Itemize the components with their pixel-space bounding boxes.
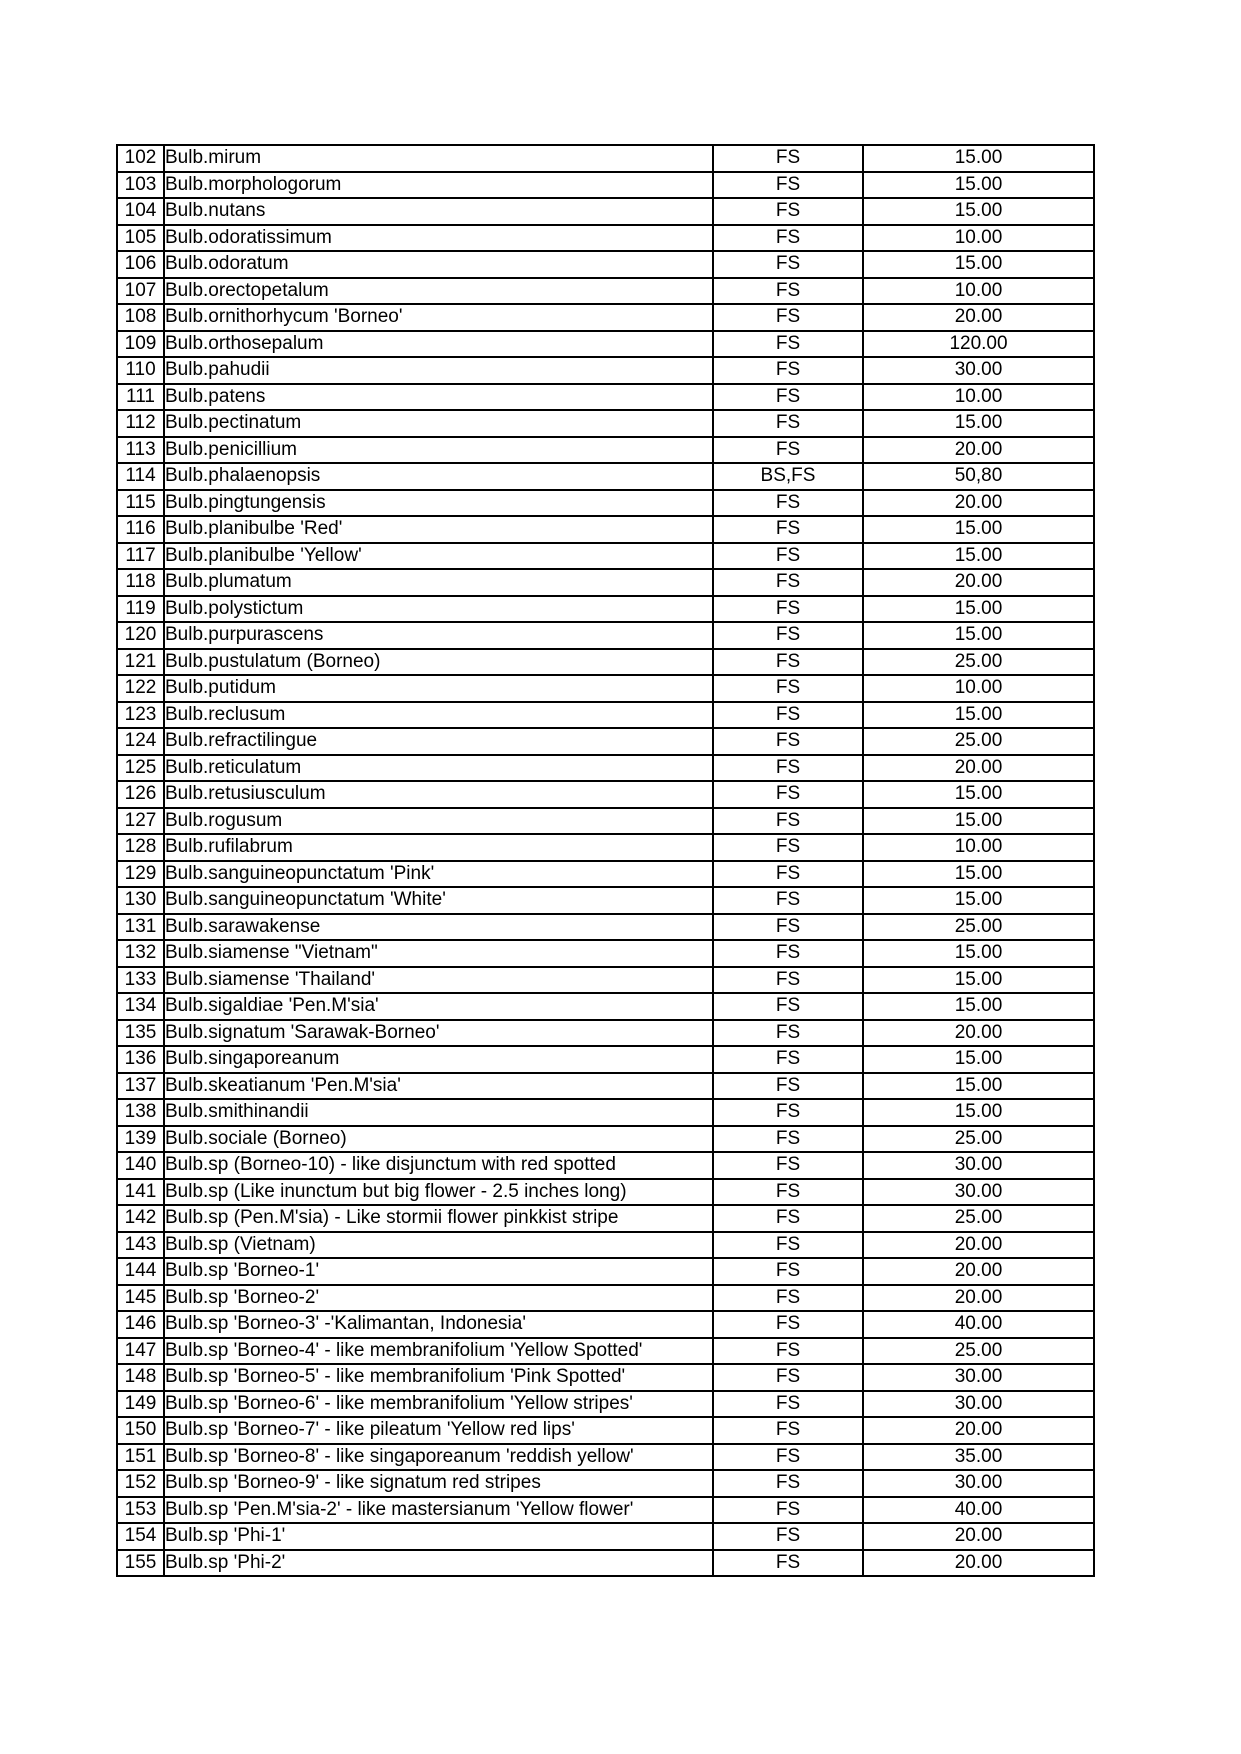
table-row: [117, 1205, 1094, 1232]
species-name-cell: Bulb.retusiusculum: [164, 781, 713, 808]
row-number-cell: 113: [117, 437, 164, 464]
species-name-cell: Bulb.rufilabrum: [164, 834, 713, 861]
price-cell: 25.00: [863, 1205, 1094, 1232]
row-number-cell: 123: [117, 702, 164, 729]
price-cell: 30.00: [863, 1179, 1094, 1206]
table-row: [117, 1497, 1094, 1524]
species-name-cell: Bulb.skeatianum 'Pen.M'sia': [164, 1073, 713, 1100]
price-cell: 20.00: [863, 755, 1094, 782]
row-number-cell: 150: [117, 1417, 164, 1444]
table-row: [117, 410, 1094, 437]
price-cell: 25.00: [863, 728, 1094, 755]
row-number-cell: 145: [117, 1285, 164, 1312]
price-cell: 30.00: [863, 1364, 1094, 1391]
species-name-cell: Bulb.sigaldiae 'Pen.M'sia': [164, 993, 713, 1020]
size-code-cell: FS: [713, 384, 863, 411]
table-row: [117, 1232, 1094, 1259]
table-row: [117, 967, 1094, 994]
row-number-cell: 144: [117, 1258, 164, 1285]
table-row: [117, 569, 1094, 596]
price-cell: 30.00: [863, 1152, 1094, 1179]
row-number-cell: 104: [117, 198, 164, 225]
price-cell: 20.00: [863, 1523, 1094, 1550]
species-name-cell: Bulb.reticulatum: [164, 755, 713, 782]
row-number-cell: 151: [117, 1444, 164, 1471]
table-row: [117, 1470, 1094, 1497]
species-name-cell: Bulb.sp 'Borneo-7' - like pileatum 'Yellow red lips': [164, 1417, 713, 1444]
species-name-cell: Bulb.sanguineopunctatum 'Pink': [164, 861, 713, 888]
size-code-cell: FS: [713, 967, 863, 994]
row-number-cell: 106: [117, 251, 164, 278]
row-number-cell: 148: [117, 1364, 164, 1391]
row-number-cell: 155: [117, 1550, 164, 1577]
size-code-cell: FS: [713, 1020, 863, 1047]
price-cell: 20.00: [863, 1417, 1094, 1444]
row-number-cell: 146: [117, 1311, 164, 1338]
table-row: [117, 225, 1094, 252]
species-name-cell: Bulb.sp 'Borneo-3' -'Kalimantan, Indonesia': [164, 1311, 713, 1338]
size-code-cell: FS: [713, 251, 863, 278]
size-code-cell: FS: [713, 914, 863, 941]
species-name-cell: Bulb.putidum: [164, 675, 713, 702]
row-number-cell: 124: [117, 728, 164, 755]
row-number-cell: 141: [117, 1179, 164, 1206]
size-code-cell: FS: [713, 755, 863, 782]
species-name-cell: Bulb.odoratum: [164, 251, 713, 278]
row-number-cell: 140: [117, 1152, 164, 1179]
species-name-cell: Bulb.morphologorum: [164, 172, 713, 199]
price-cell: 15.00: [863, 808, 1094, 835]
size-code-cell: FS: [713, 834, 863, 861]
row-number-cell: 143: [117, 1232, 164, 1259]
species-name-cell: Bulb.purpurascens: [164, 622, 713, 649]
row-number-cell: 132: [117, 940, 164, 967]
price-cell: 15.00: [863, 940, 1094, 967]
table-row: [117, 198, 1094, 225]
price-cell: 20.00: [863, 1020, 1094, 1047]
price-cell: 15.00: [863, 543, 1094, 570]
size-code-cell: FS: [713, 861, 863, 888]
size-code-cell: FS: [713, 1285, 863, 1312]
price-cell: 20.00: [863, 1285, 1094, 1312]
table-row: [117, 993, 1094, 1020]
row-number-cell: 127: [117, 808, 164, 835]
table-row: [117, 1258, 1094, 1285]
species-name-cell: Bulb.plumatum: [164, 569, 713, 596]
species-name-cell: Bulb.penicillium: [164, 437, 713, 464]
size-code-cell: FS: [713, 1232, 863, 1259]
size-code-cell: FS: [713, 410, 863, 437]
row-number-cell: 118: [117, 569, 164, 596]
table-row: [117, 1152, 1094, 1179]
table-row: [117, 1444, 1094, 1471]
species-name-cell: Bulb.orectopetalum: [164, 278, 713, 305]
row-number-cell: 111: [117, 384, 164, 411]
size-code-cell: FS: [713, 543, 863, 570]
price-cell: 25.00: [863, 649, 1094, 676]
row-number-cell: 121: [117, 649, 164, 676]
price-cell: 10.00: [863, 834, 1094, 861]
species-name-cell: Bulb.pustulatum (Borneo): [164, 649, 713, 676]
table-row: [117, 1550, 1094, 1577]
species-name-cell: Bulb.ornithorhycum 'Borneo': [164, 304, 713, 331]
table-row: [117, 1099, 1094, 1126]
row-number-cell: 107: [117, 278, 164, 305]
species-name-cell: Bulb.odoratissimum: [164, 225, 713, 252]
table-row: [117, 1417, 1094, 1444]
size-code-cell: FS: [713, 1364, 863, 1391]
table-row: [117, 1126, 1094, 1153]
row-number-cell: 136: [117, 1046, 164, 1073]
table-row: [117, 649, 1094, 676]
species-name-cell: Bulb.sp (Vietnam): [164, 1232, 713, 1259]
price-cell: 15.00: [863, 516, 1094, 543]
table-row: [117, 622, 1094, 649]
price-cell: 15.00: [863, 702, 1094, 729]
row-number-cell: 152: [117, 1470, 164, 1497]
row-number-cell: 138: [117, 1099, 164, 1126]
size-code-cell: FS: [713, 1152, 863, 1179]
price-cell: 25.00: [863, 914, 1094, 941]
size-code-cell: FS: [713, 675, 863, 702]
table-row: [117, 755, 1094, 782]
table-row: [117, 940, 1094, 967]
size-code-cell: FS: [713, 622, 863, 649]
size-code-cell: FS: [713, 1523, 863, 1550]
row-number-cell: 112: [117, 410, 164, 437]
price-cell: 25.00: [863, 1126, 1094, 1153]
table-row: [117, 728, 1094, 755]
table-row: [117, 384, 1094, 411]
row-number-cell: 115: [117, 490, 164, 517]
price-cell: 20.00: [863, 569, 1094, 596]
row-number-cell: 119: [117, 596, 164, 623]
size-code-cell: FS: [713, 887, 863, 914]
row-number-cell: 128: [117, 834, 164, 861]
table-row: [117, 861, 1094, 888]
table-row: [117, 596, 1094, 623]
table-row: [117, 1073, 1094, 1100]
size-code-cell: FS: [713, 304, 863, 331]
size-code-cell: FS: [713, 940, 863, 967]
price-cell: 40.00: [863, 1311, 1094, 1338]
price-cell: 20.00: [863, 1550, 1094, 1577]
size-code-cell: FS: [713, 331, 863, 358]
table-row: [117, 490, 1094, 517]
table-row: [117, 808, 1094, 835]
table-row: [117, 331, 1094, 358]
price-cell: 120.00: [863, 331, 1094, 358]
species-name-cell: Bulb.planibulbe 'Yellow': [164, 543, 713, 570]
row-number-cell: 134: [117, 993, 164, 1020]
size-code-cell: FS: [713, 1126, 863, 1153]
price-cell: 15.00: [863, 1073, 1094, 1100]
size-code-cell: FS: [713, 702, 863, 729]
table-row: [117, 834, 1094, 861]
size-code-cell: FS: [713, 516, 863, 543]
row-number-cell: 105: [117, 225, 164, 252]
species-name-cell: Bulb.phalaenopsis: [164, 463, 713, 490]
row-number-cell: 131: [117, 914, 164, 941]
table-row: [117, 463, 1094, 490]
row-number-cell: 114: [117, 463, 164, 490]
table-row: [117, 304, 1094, 331]
price-cell: 15.00: [863, 145, 1094, 172]
table-row: [117, 1364, 1094, 1391]
row-number-cell: 125: [117, 755, 164, 782]
species-name-cell: Bulb.sp 'Borneo-5' - like membranifolium 'Pink Spotted': [164, 1364, 713, 1391]
price-cell: 10.00: [863, 278, 1094, 305]
price-cell: 20.00: [863, 304, 1094, 331]
size-code-cell: FS: [713, 198, 863, 225]
price-cell: 15.00: [863, 596, 1094, 623]
row-number-cell: 122: [117, 675, 164, 702]
row-number-cell: 116: [117, 516, 164, 543]
table-row: [117, 1391, 1094, 1418]
row-number-cell: 120: [117, 622, 164, 649]
price-cell: 15.00: [863, 410, 1094, 437]
species-name-cell: Bulb.singaporeanum: [164, 1046, 713, 1073]
price-cell: 25.00: [863, 1338, 1094, 1365]
table-row: [117, 251, 1094, 278]
row-number-cell: 102: [117, 145, 164, 172]
species-name-cell: Bulb.sanguineopunctatum 'White': [164, 887, 713, 914]
row-number-cell: 108: [117, 304, 164, 331]
species-name-cell: Bulb.sp 'Borneo-9' - like signatum red stripes: [164, 1470, 713, 1497]
price-cell: 35.00: [863, 1444, 1094, 1471]
price-cell: 20.00: [863, 490, 1094, 517]
species-name-cell: Bulb.siamense 'Thailand': [164, 967, 713, 994]
row-number-cell: 142: [117, 1205, 164, 1232]
species-name-cell: Bulb.planibulbe 'Red': [164, 516, 713, 543]
size-code-cell: FS: [713, 1470, 863, 1497]
species-name-cell: Bulb.nutans: [164, 198, 713, 225]
size-code-cell: FS: [713, 1205, 863, 1232]
price-cell: 15.00: [863, 967, 1094, 994]
row-number-cell: 137: [117, 1073, 164, 1100]
species-name-cell: Bulb.refractilingue: [164, 728, 713, 755]
species-name-cell: Bulb.sp 'Pen.M'sia-2' - like mastersianum 'Yellow flower': [164, 1497, 713, 1524]
size-code-cell: FS: [713, 1417, 863, 1444]
price-cell: 50,80: [863, 463, 1094, 490]
price-cell: 15.00: [863, 251, 1094, 278]
species-name-cell: Bulb.sp 'Phi-2': [164, 1550, 713, 1577]
table-row: [117, 1020, 1094, 1047]
species-name-cell: Bulb.orthosepalum: [164, 331, 713, 358]
size-code-cell: FS: [713, 569, 863, 596]
row-number-cell: 133: [117, 967, 164, 994]
species-name-cell: Bulb.pahudii: [164, 357, 713, 384]
table-row: [117, 145, 1094, 172]
size-code-cell: FS: [713, 1338, 863, 1365]
species-name-cell: Bulb.siamense "Vietnam": [164, 940, 713, 967]
species-name-cell: Bulb.sp (Borneo-10) - like disjunctum with red spotted: [164, 1152, 713, 1179]
price-cell: 30.00: [863, 357, 1094, 384]
row-number-cell: 103: [117, 172, 164, 199]
table-row: [117, 543, 1094, 570]
size-code-cell: FS: [713, 596, 863, 623]
row-number-cell: 139: [117, 1126, 164, 1153]
table-row: [117, 172, 1094, 199]
price-cell: 15.00: [863, 887, 1094, 914]
price-cell: 15.00: [863, 1099, 1094, 1126]
row-number-cell: 154: [117, 1523, 164, 1550]
size-code-cell: FS: [713, 1550, 863, 1577]
species-name-cell: Bulb.smithinandii: [164, 1099, 713, 1126]
row-number-cell: 147: [117, 1338, 164, 1365]
size-code-cell: FS: [713, 1444, 863, 1471]
size-code-cell: FS: [713, 1073, 863, 1100]
price-cell: 10.00: [863, 225, 1094, 252]
species-name-cell: Bulb.sp 'Borneo-4' - like membranifolium 'Yellow Spotted': [164, 1338, 713, 1365]
species-name-cell: Bulb.polystictum: [164, 596, 713, 623]
price-cell: 40.00: [863, 1497, 1094, 1524]
table-row: [117, 1285, 1094, 1312]
size-code-cell: FS: [713, 649, 863, 676]
species-name-cell: Bulb.signatum 'Sarawak-Borneo': [164, 1020, 713, 1047]
species-name-cell: Bulb.sociale (Borneo): [164, 1126, 713, 1153]
species-name-cell: Bulb.reclusum: [164, 702, 713, 729]
size-code-cell: FS: [713, 808, 863, 835]
size-code-cell: FS: [713, 1391, 863, 1418]
row-number-cell: 129: [117, 861, 164, 888]
table-row: [117, 1311, 1094, 1338]
table-row: [117, 437, 1094, 464]
size-code-cell: FS: [713, 278, 863, 305]
row-number-cell: 135: [117, 1020, 164, 1047]
row-number-cell: 153: [117, 1497, 164, 1524]
price-cell: 15.00: [863, 861, 1094, 888]
price-cell: 10.00: [863, 384, 1094, 411]
row-number-cell: 117: [117, 543, 164, 570]
species-name-cell: Bulb.sp 'Borneo-8' - like singaporeanum 'reddish yellow': [164, 1444, 713, 1471]
size-code-cell: FS: [713, 781, 863, 808]
price-cell: 20.00: [863, 1258, 1094, 1285]
price-cell: 20.00: [863, 437, 1094, 464]
price-cell: 15.00: [863, 172, 1094, 199]
price-cell: 15.00: [863, 622, 1094, 649]
price-cell: 30.00: [863, 1391, 1094, 1418]
price-cell: 10.00: [863, 675, 1094, 702]
row-number-cell: 109: [117, 331, 164, 358]
table-row: [117, 516, 1094, 543]
table-row: [117, 781, 1094, 808]
size-code-cell: FS: [713, 145, 863, 172]
row-number-cell: 130: [117, 887, 164, 914]
table-row: [117, 357, 1094, 384]
size-code-cell: FS: [713, 225, 863, 252]
table-row: [117, 1338, 1094, 1365]
table-row: [117, 1179, 1094, 1206]
species-name-cell: Bulb.sp 'Borneo-6' - like membranifolium 'Yellow stripes': [164, 1391, 713, 1418]
species-name-cell: Bulb.pingtungensis: [164, 490, 713, 517]
size-code-cell: FS: [713, 1099, 863, 1126]
species-name-cell: Bulb.mirum: [164, 145, 713, 172]
price-list-table: [116, 144, 1095, 1577]
species-name-cell: Bulb.pectinatum: [164, 410, 713, 437]
size-code-cell: FS: [713, 728, 863, 755]
species-name-cell: Bulb.sp 'Phi-1': [164, 1523, 713, 1550]
price-cell: 20.00: [863, 1232, 1094, 1259]
size-code-cell: FS: [713, 1497, 863, 1524]
table-row: [117, 1523, 1094, 1550]
species-name-cell: Bulb.sp 'Borneo-2': [164, 1285, 713, 1312]
price-cell: 15.00: [863, 1046, 1094, 1073]
species-name-cell: Bulb.rogusum: [164, 808, 713, 835]
price-list-body: [117, 145, 1094, 1576]
table-row: [117, 914, 1094, 941]
table-row: [117, 1046, 1094, 1073]
price-cell: 30.00: [863, 1470, 1094, 1497]
row-number-cell: 126: [117, 781, 164, 808]
size-code-cell: FS: [713, 357, 863, 384]
table-row: [117, 675, 1094, 702]
table-row: [117, 278, 1094, 305]
size-code-cell: FS: [713, 1046, 863, 1073]
size-code-cell: FS: [713, 437, 863, 464]
size-code-cell: FS: [713, 172, 863, 199]
table-row: [117, 702, 1094, 729]
species-name-cell: Bulb.sp (Like inunctum but big flower - 2.5 inches long): [164, 1179, 713, 1206]
species-name-cell: Bulb.sp (Pen.M'sia) - Like stormii flower pinkkist stripe: [164, 1205, 713, 1232]
size-code-cell: FS: [713, 1311, 863, 1338]
price-cell: 15.00: [863, 198, 1094, 225]
species-name-cell: Bulb.sarawakense: [164, 914, 713, 941]
size-code-cell: BS,FS: [713, 463, 863, 490]
species-name-cell: Bulb.patens: [164, 384, 713, 411]
price-cell: 15.00: [863, 993, 1094, 1020]
price-cell: 15.00: [863, 781, 1094, 808]
table-row: [117, 887, 1094, 914]
size-code-cell: FS: [713, 1258, 863, 1285]
species-name-cell: Bulb.sp 'Borneo-1': [164, 1258, 713, 1285]
size-code-cell: FS: [713, 993, 863, 1020]
row-number-cell: 149: [117, 1391, 164, 1418]
row-number-cell: 110: [117, 357, 164, 384]
size-code-cell: FS: [713, 490, 863, 517]
size-code-cell: FS: [713, 1179, 863, 1206]
